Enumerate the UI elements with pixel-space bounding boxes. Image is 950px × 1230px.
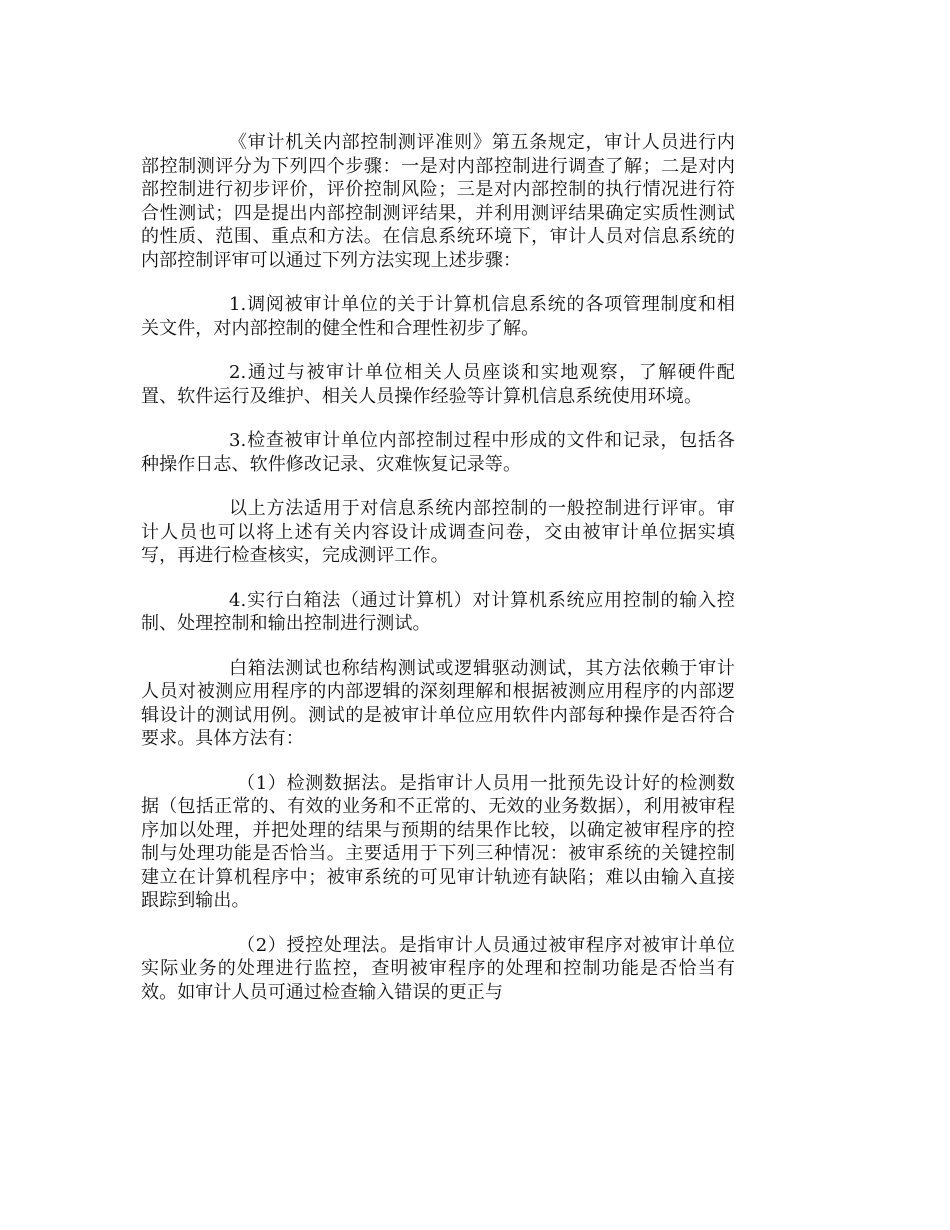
paragraph-step-4: 4.实行白箱法（通过计算机）对计算机系统应用控制的输入控制、处理控制和输出控制进行测试。 — [141, 589, 735, 634]
paragraph-general-control: 以上方法适用于对信息系统内部控制的一般控制进行评审。审计人员也可以将上述有关内容设计成调查问卷，交由被审计单位据实填写，再进行检查核实，完成测评工作。 — [141, 498, 735, 566]
paragraph-white-box: 白箱法测试也称结构测试或逻辑驱动测试，其方法依赖于审计人员对被测应用程序的内部逻辑的深刻理解和根据被测应用程序的内部逻辑设计的测试用例。测试的是被审计单位应用软件内部每种操作是否符合要求。具体方法有： — [141, 657, 735, 749]
paragraph-intro: 《审计机关内部控制测评准则》第五条规定，审计人员进行内部控制测评分为下列四个步骤：一是对内部控制进行调查了解；二是对内部控制进行初步评价，评价控制风险；三是对内部控制的执行情况进行符合性测试；四是提出内部控制测评结果，并利用测评结果确定实质性测试的性质、范围、重点和方法。在信息系统环境下，审计人员对信息系统的内部控制评审可以通过下列方法实现上述步骤： — [141, 132, 735, 271]
paragraph-step-1: 1.调阅被审计单位的关于计算机信息系统的各项管理制度和相关文件，对内部控制的健全性和合理性初步了解。 — [141, 294, 735, 339]
paragraph-step-2: 2.通过与被审计单位相关人员座谈和实地观察，了解硬件配置、软件运行及维护、相关人员操作经验等计算机信息系统使用环境。 — [141, 362, 735, 407]
paragraph-step-3: 3.检查被审计单位内部控制过程中形成的文件和记录，包括各种操作日志、软件修改记录、灾难恢复记录等。 — [141, 430, 735, 475]
paragraph-method-1: （1）检测数据法。是指审计人员用一批预先设计好的检测数据（包括正常的、有效的业务和不正常的、无效的业务数据），利用被审程序加以处理，并把处理的结果与预期的结果作比较，以确定被审程序的控制与处理功能是否恰当。主要适用于下列三种情况：被审系统的关键控制建立在计算机程序中；被审系统的可见审计轨迹有缺陷；难以由输入直接跟踪到输出。 — [141, 772, 735, 911]
document-body — [141, 131, 735, 1004]
paragraph-method-2: （2）授控处理法。是指审计人员通过被审程序对被审计单位实际业务的处理进行监控，查明被审程序的处理和控制功能是否恰当有效。如审计人员可通过检查输入错误的更正与 — [141, 934, 735, 1003]
